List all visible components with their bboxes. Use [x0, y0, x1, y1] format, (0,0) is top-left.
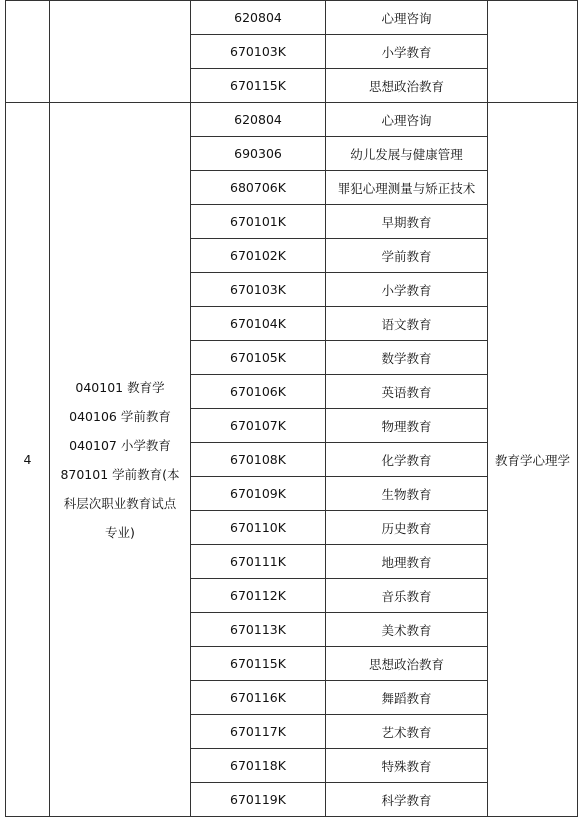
major-code-cell: 620804 [191, 1, 326, 35]
major-name-cell: 地理教育 [326, 545, 488, 579]
major-code-cell: 670118K [191, 749, 326, 783]
major-name-cell: 心理咨询 [326, 1, 488, 35]
major-code-cell: 670115K [191, 647, 326, 681]
table-row [6, 103, 578, 137]
undergrad-major-line: 870101 学前教育(本 [60, 466, 180, 482]
major-code-cell: 670106K [191, 375, 326, 409]
undergrad-major-cell [50, 1, 191, 103]
major-code-cell: 670110K [191, 511, 326, 545]
major-code-cell: 670112K [191, 579, 326, 613]
index-cell: 4 [6, 103, 50, 817]
major-code-cell: 670103K [191, 35, 326, 69]
major-code-cell: 670113K [191, 613, 326, 647]
major-name-cell: 音乐教育 [326, 579, 488, 613]
major-name-cell: 数学教育 [326, 341, 488, 375]
major-code-cell: 670109K [191, 477, 326, 511]
undergrad-major-line: 040106 学前教育 [69, 408, 171, 424]
major-name-cell: 艺术教育 [326, 715, 488, 749]
category-cell [488, 1, 578, 103]
undergrad-major-line: 科层次职业教育试点 [63, 495, 177, 511]
undergrad-major-line: 专业) [105, 524, 135, 540]
undergrad-major-line: 040101 教育学 [75, 379, 165, 395]
table-row [6, 1, 578, 35]
major-code-cell: 670115K [191, 69, 326, 103]
major-name-cell: 学前教育 [326, 239, 488, 273]
major-code-cell: 670102K [191, 239, 326, 273]
major-name-cell: 小学教育 [326, 273, 488, 307]
major-code-cell: 670117K [191, 715, 326, 749]
major-name-cell: 英语教育 [326, 375, 488, 409]
major-name-cell: 幼儿发展与健康管理 [326, 137, 488, 171]
major-name-cell: 思想政治教育 [326, 69, 488, 103]
major-code-cell: 670111K [191, 545, 326, 579]
major-name-cell: 思想政治教育 [326, 647, 488, 681]
index-cell [6, 1, 50, 103]
major-name-cell: 小学教育 [326, 35, 488, 69]
major-name-cell: 心理咨询 [326, 103, 488, 137]
major-code-cell: 680706K [191, 171, 326, 205]
major-code-cell: 670103K [191, 273, 326, 307]
major-name-cell: 历史教育 [326, 511, 488, 545]
major-code-cell: 670119K [191, 783, 326, 817]
undergrad-major-line: 040107 小学教育 [69, 437, 171, 453]
major-name-cell: 特殊教育 [326, 749, 488, 783]
major-code-cell: 670107K [191, 409, 326, 443]
major-name-cell: 语文教育 [326, 307, 488, 341]
major-name-cell: 早期教育 [326, 205, 488, 239]
major-name-cell: 罪犯心理测量与矫正技术 [326, 171, 488, 205]
major-name-cell: 科学教育 [326, 783, 488, 817]
major-name-cell: 生物教育 [326, 477, 488, 511]
major-name-cell: 物理教育 [326, 409, 488, 443]
major-code-cell: 670104K [191, 307, 326, 341]
major-name-cell: 化学教育 [326, 443, 488, 477]
undergrad-major-cell [50, 103, 191, 817]
category-cell: 教育学心理学 [488, 103, 578, 817]
major-code-cell: 670116K [191, 681, 326, 715]
major-code-cell: 690306 [191, 137, 326, 171]
major-code-cell: 670101K [191, 205, 326, 239]
major-name-cell: 舞蹈教育 [326, 681, 488, 715]
major-code-cell: 620804 [191, 103, 326, 137]
major-code-cell: 670108K [191, 443, 326, 477]
major-code-cell: 670105K [191, 341, 326, 375]
major-table-body [6, 1, 578, 817]
major-name-cell: 美术教育 [326, 613, 488, 647]
major-table [5, 0, 578, 817]
